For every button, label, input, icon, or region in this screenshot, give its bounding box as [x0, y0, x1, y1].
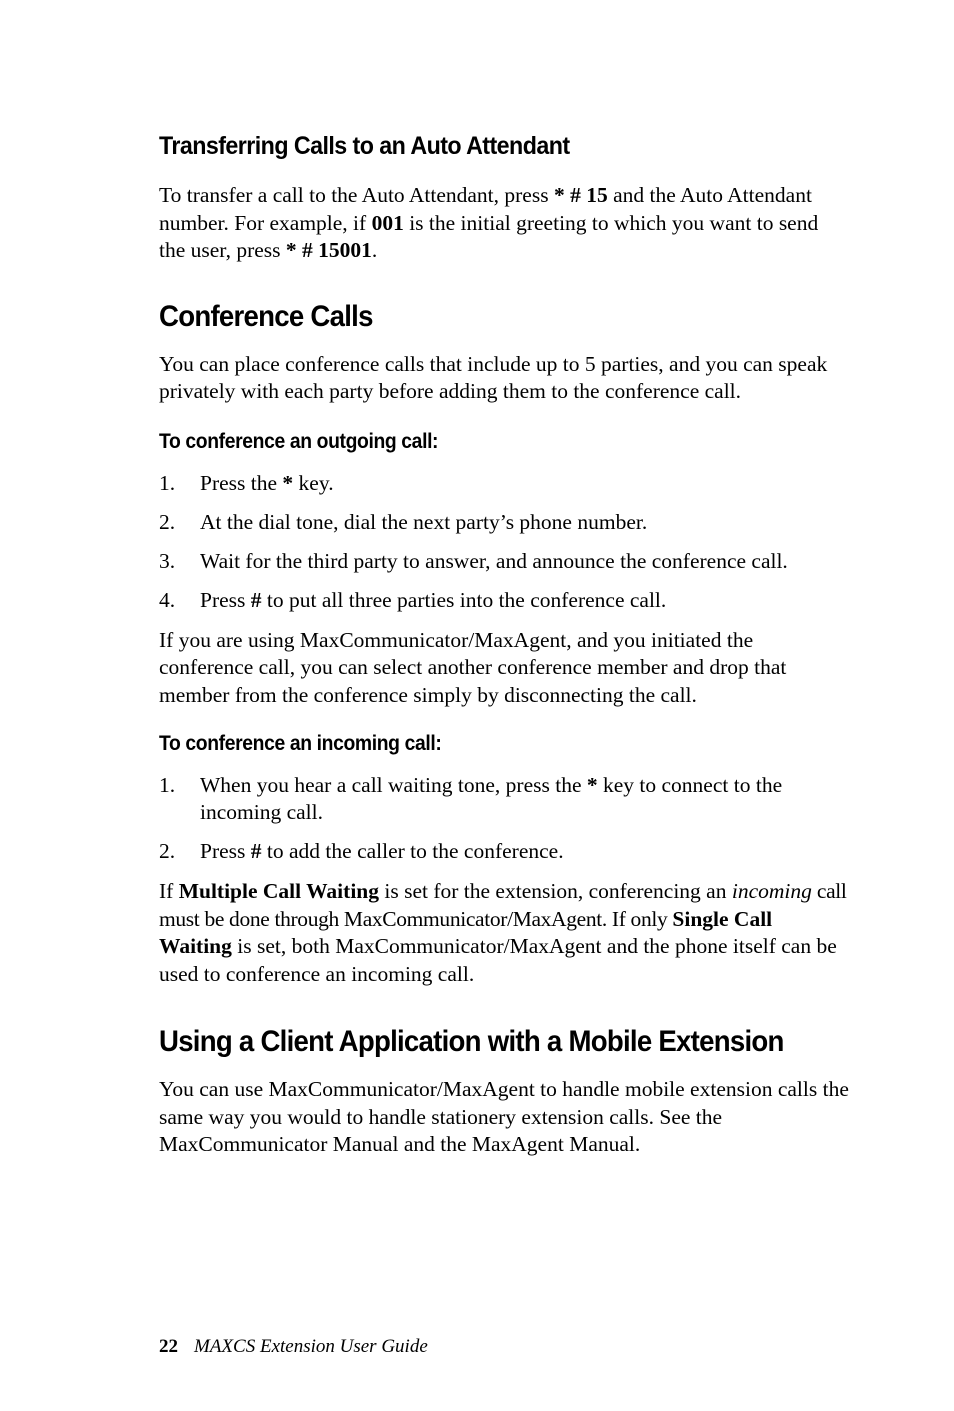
para-call-waiting-note: If Multiple Call Waiting is set for the extension, conferencing an incoming call must be done through MaxCommunicator/MaxAgent. If only Single Call Waiting is set, both MaxCommunicator/MaxAgent and the phone itself can be used to conference an incoming call. [159, 878, 847, 986]
list-item: 3. Wait for the third party to answer, and announce the conference call. [159, 549, 788, 574]
list-item: 4. Press # to put all three parties into the conference call. [159, 588, 667, 613]
heading-conference-calls: Conference Calls [159, 299, 373, 333]
page-footer [159, 1334, 428, 1360]
heading-incoming-procedure: To conference an incoming call: [159, 731, 442, 755]
para-mobile-extension: You can use MaxCommunicator/MaxAgent to handle mobile extension calls the same way you would to handle stationery extension calls. See the MaxCommunicator Manual and the MaxAgent Manual. [159, 1077, 849, 1157]
page-number: 22 [159, 1336, 178, 1357]
outgoing-steps-list [159, 470, 849, 615]
para-outgoing-note: If you are using MaxCommunicator/MaxAgent, and you initiated the conference call, you can select another conference member and drop that member from the conference simply by disconnecting the call. [159, 627, 787, 708]
heading-mobile-extension: Using a Client Application with a Mobile Extension [159, 1025, 784, 1059]
list-item: 1. When you hear a call waiting tone, press the * key to connect to the incoming call. [159, 772, 783, 825]
para-conference-intro: You can place conference calls that include up to 5 parties, and you can speak privately with each party before adding them to the conference call. [159, 351, 828, 404]
list-item: 1. Press the * key. [159, 470, 334, 495]
heading-outgoing-procedure: To conference an outgoing call: [159, 429, 439, 453]
list-item: 2. At the dial tone, dial the next party’s phone number. [159, 510, 648, 535]
list-item: 2. Press # to add the caller to the conference. [159, 839, 564, 864]
document-title: MAXCS Extension User Guide [194, 1336, 428, 1357]
heading-transfer-auto-attendant: Transferring Calls to an Auto Attendant [159, 132, 570, 160]
para-transfer-auto-attendant: To transfer a call to the Auto Attendant, press * # 15 and the Auto Attendant number. For example, if 001 is the initial greeting to which you want to send the user, press * # 15001. [159, 183, 819, 263]
incoming-steps-list [159, 772, 849, 866]
page-content [159, 128, 849, 1177]
